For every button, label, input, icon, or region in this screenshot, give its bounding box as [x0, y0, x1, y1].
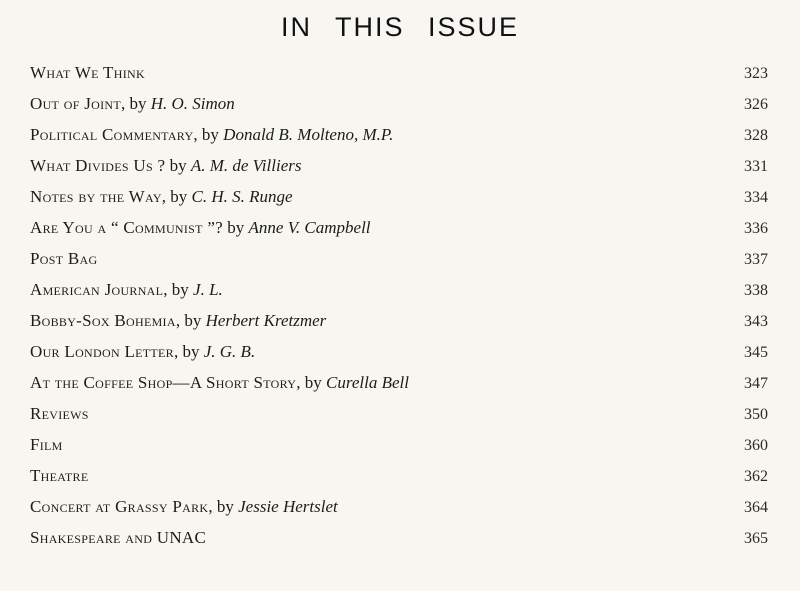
toc-entry: [30, 310, 770, 341]
entry-text: [30, 248, 97, 270]
entry-title: Political Commentary: [30, 125, 194, 144]
entry-title: Film: [30, 435, 63, 454]
toc-entry: [30, 372, 770, 403]
entry-page-number: 334: [744, 189, 768, 206]
entry-title: Bobby-Sox Bohemia: [30, 311, 176, 330]
entry-text: [30, 279, 223, 301]
entry-text: [30, 403, 89, 425]
toc-entry: [30, 527, 770, 558]
entry-title: Out of Joint: [30, 94, 121, 113]
toc-entry: [30, 124, 770, 155]
entry-page-number: 338: [744, 282, 768, 299]
entry-title: Concert at Grassy Park: [30, 497, 209, 516]
entry-byline: , by: [121, 94, 151, 113]
entry-text: [30, 372, 409, 394]
entry-author: A. M. de Villiers: [190, 156, 302, 175]
entry-page-number: 323: [744, 65, 768, 82]
toc-entry: [30, 434, 770, 465]
entry-author: H. O. Simon: [150, 94, 235, 113]
entry-text: [30, 93, 235, 115]
entry-byline: , by: [175, 311, 206, 330]
entry-title: Notes by the Way: [30, 187, 162, 206]
entry-author: J. L.: [193, 280, 223, 299]
entry-page-number: 337: [744, 251, 768, 268]
entry-text: [30, 341, 255, 363]
entry-title: At the Coffee Shop—A Short Story: [30, 373, 297, 392]
toc-entry: [30, 186, 770, 217]
entry-author: Donald B. Molteno, M.P.: [223, 125, 394, 144]
entry-page-number: 350: [744, 406, 768, 423]
entry-text: [30, 217, 371, 239]
entry-text: [30, 310, 326, 332]
entry-text: [30, 124, 393, 146]
toc-entry: [30, 93, 770, 124]
entry-page-number: 336: [744, 220, 768, 237]
entry-title: What We Think: [30, 63, 145, 82]
entry-page-number: 364: [744, 499, 768, 516]
toc-entry: [30, 496, 770, 527]
entry-byline: by: [165, 156, 191, 175]
entry-text: [30, 496, 338, 518]
entry-byline: , by: [208, 497, 239, 516]
entry-page-number: 345: [744, 344, 768, 361]
entry-author: Herbert Kretzmer: [205, 311, 327, 330]
entry-title: Reviews: [30, 404, 89, 423]
entry-byline: , by: [161, 187, 192, 206]
entry-page-number: 331: [744, 158, 768, 175]
entry-page-number: 360: [744, 437, 768, 454]
toc-entry: [30, 403, 770, 434]
entry-title: Theatre: [30, 466, 89, 485]
entry-byline: , by: [163, 280, 194, 299]
toc-entry: [30, 248, 770, 279]
table-of-contents: [30, 62, 770, 558]
entry-byline: , by: [193, 125, 224, 144]
entry-byline: , by: [296, 373, 326, 392]
entry-title: Post Bag: [30, 249, 98, 268]
entry-title: Shakespeare and UNAC: [30, 528, 207, 547]
toc-entry: [30, 279, 770, 310]
toc-entry: [30, 62, 770, 93]
entry-byline: , by: [173, 342, 204, 361]
entry-text: [30, 527, 206, 549]
entry-text: [30, 155, 301, 177]
entry-author: Curella Bell: [326, 373, 409, 392]
toc-entry: [30, 155, 770, 186]
entry-text: [30, 186, 293, 208]
entry-author: Anne V. Campbell: [248, 218, 371, 237]
entry-text: [30, 434, 63, 456]
entry-page-number: 326: [744, 96, 768, 113]
entry-text: [30, 62, 145, 84]
entry-page-number: 362: [744, 468, 768, 485]
entry-title: Our London Letter: [30, 342, 174, 361]
entry-byline: by: [223, 218, 249, 237]
toc-entry: [30, 341, 770, 372]
toc-entry: [30, 217, 770, 248]
entry-page-number: 343: [744, 313, 768, 330]
entry-author: C. H. S. Runge: [191, 187, 293, 206]
page-heading: IN THIS ISSUE: [280, 12, 520, 42]
entry-author: Jessie Hertslet: [238, 497, 338, 516]
entry-text: [30, 465, 88, 487]
entry-page-number: 347: [744, 375, 768, 392]
entry-title: Are You a “ Communist ”?: [30, 218, 224, 237]
toc-entry: [30, 465, 770, 496]
entry-page-number: 365: [744, 530, 768, 547]
entry-page-number: 328: [744, 127, 768, 144]
entry-author: J. G. B.: [203, 342, 256, 361]
entry-title: What Divides Us ?: [30, 156, 166, 175]
entry-title: American Journal: [30, 280, 164, 299]
